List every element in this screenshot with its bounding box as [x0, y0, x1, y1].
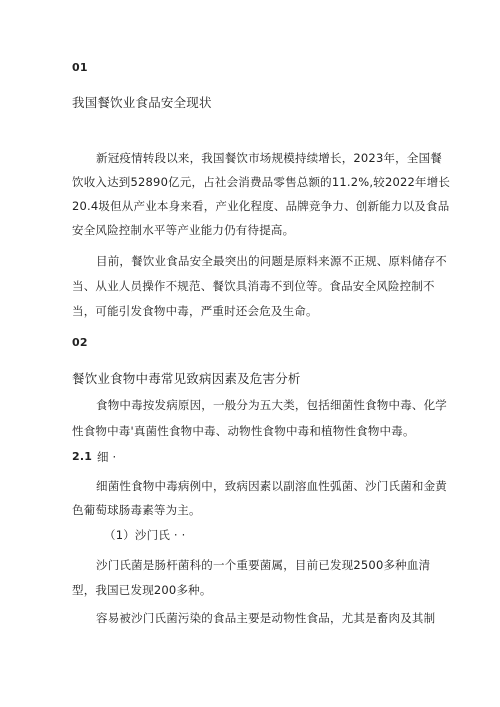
item-title: （1）沙门氏 · · — [104, 528, 186, 542]
paragraph-line: 当，可能引发食物中毒，严重时还会危及生命。 — [72, 304, 318, 318]
paragraph-line: 性食物中毒'真菌性食物中毒、动物性食物中毒和植物性食物中毒。 — [72, 424, 415, 438]
section-title: 我国餐饮业食品安全现状 — [72, 95, 212, 110]
section-title: 餐饮业食物中毒常见致病因素及危害分析 — [72, 371, 301, 386]
paragraph-line: 饮收入达到52890亿元，占社会消费品零售总额的11.2%,较2022年增长 — [72, 175, 451, 189]
subsection-title: 细 · — [97, 450, 117, 464]
section-number: 02 — [72, 336, 88, 349]
subsection-number: 2.1 — [72, 450, 93, 463]
paragraph-line: 沙门氏菌是肠杆菌科的一个重要菌属，目前已发现2500多种血清 — [96, 558, 431, 572]
paragraph-line: 目前，餐饮业食品安全最突出的问题是原料来源不正规、原料储存不 — [96, 254, 447, 268]
paragraph-line: 细菌性食物中毒病例中，致病因素以副溶血性弧菌、沙门氏菌和金黄 — [96, 479, 447, 493]
paragraph-line: 食物中毒按发病原因，一般分为五大类，包括细菌性食物中毒、化学 — [96, 398, 447, 412]
paragraph-line: 色葡萄球肠毒素等为主。 — [72, 503, 201, 517]
paragraph-line: 20.4圾但从产业本身来看，产业化程度、品牌竞争力、创新能力以及食品 — [72, 199, 450, 213]
paragraph-line: 型，我国已发现200多种。 — [72, 583, 212, 597]
paragraph-line: 新冠疫情转段以来，我国餐饮市场规模持续增长，2023年，全国餐 — [96, 151, 442, 165]
paragraph-line: 容易被沙门氏菌污染的食品主要是动物性食品，尤其是畜肉及其制 — [96, 611, 436, 625]
paragraph-line: 安全风险控制水平等产业能力仍有待提高。 — [72, 223, 295, 237]
section-number: 01 — [72, 61, 88, 74]
paragraph-line: 当、从业人员操作不规范、餐饮具消毒不到位等。食品安全风险控制不 — [72, 279, 435, 293]
